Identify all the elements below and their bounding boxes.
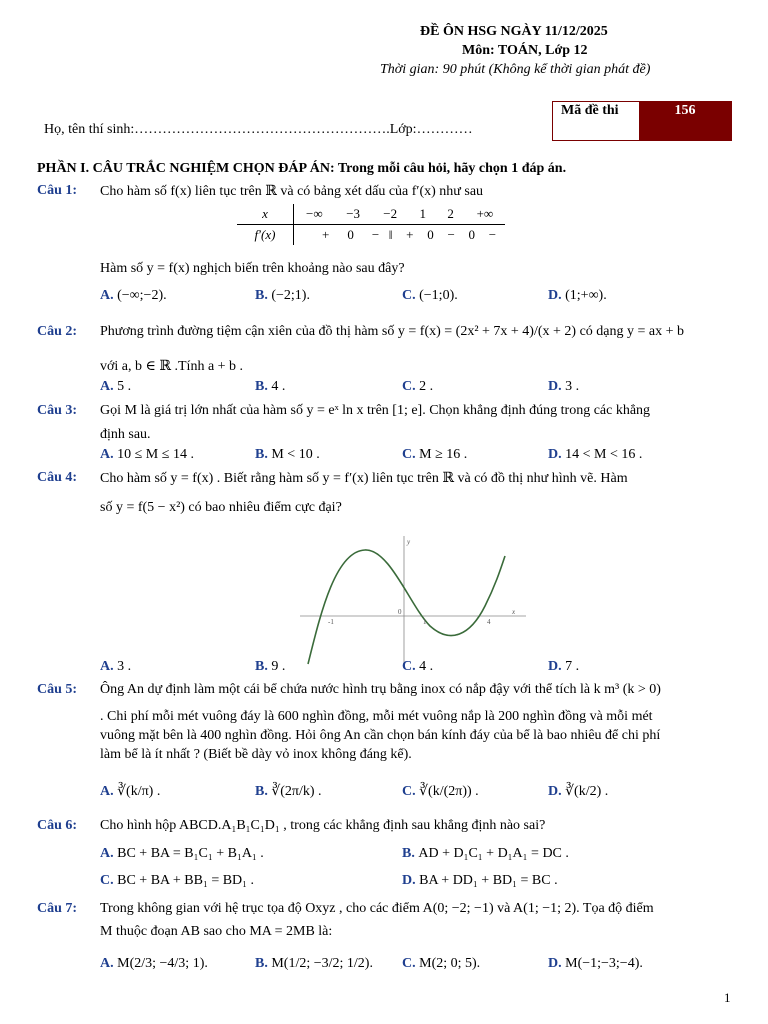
sign-table xyxy=(237,204,505,245)
graph-axis-label: y xyxy=(407,538,411,546)
exam-code-box xyxy=(552,101,732,141)
question-2-label: Câu 2: xyxy=(37,324,78,339)
option-d[interactable]: D. 14 < M < 16 . xyxy=(548,447,643,462)
option-d[interactable]: D. (1;+∞). xyxy=(548,288,607,303)
graph-tick-label: 0 xyxy=(398,608,402,616)
option-c[interactable]: C. 4 . xyxy=(402,659,434,674)
question-4-text: Cho hàm số y = f(x) . Biết rằng hàm số y = f′(x) liên tục trên ℝ và có đồ thị như hình vẽ. Hàm xyxy=(100,471,628,486)
sign-table-cell: −3 xyxy=(335,204,372,225)
question-3-text: Gọi M là giá trị lớn nhất của hàm số y = eˣ ln x trên [1; e]. Chọn khẳng định đúng trong các khẳng xyxy=(100,403,651,418)
option-c[interactable]: C. (−1;0). xyxy=(402,288,458,303)
option-d[interactable]: D. 7 . xyxy=(548,659,580,674)
student-name-line: Họ, tên thí sinh:……………………………………………….Lớp:………… xyxy=(44,122,473,137)
question-5-text: Ông An dự định làm một cái bể chứa nước hình trụ bằng inox có nắp đậy với thể tích là k m³ (k > 0) xyxy=(100,682,661,697)
option-d[interactable]: D. M(−1;−3;−4). xyxy=(548,956,643,971)
sign-table-cell: x xyxy=(237,204,294,225)
sign-table-cell: 1 xyxy=(409,204,437,225)
part-heading: PHẦN I. CÂU TRẮC NGHIỆM CHỌN ĐÁP ÁN: Trong mỗi câu hỏi, hãy chọn 1 đáp án. xyxy=(37,161,567,176)
sign-table-row-fprime xyxy=(237,225,505,246)
exam-code-label: Mã đề thi xyxy=(561,103,619,118)
question-4-text2: số y = f(5 − x²) có bao nhiêu điểm cực đại? xyxy=(100,500,342,515)
question-1-text: Cho hàm số f(x) liên tục trên ℝ và có bảng xét dấu của f′(x) như sau xyxy=(100,184,484,199)
option-b[interactable]: B. M(1/2; −3/2; 1/2). xyxy=(255,956,373,971)
exam-subject: Môn: TOÁN, Lớp 12 xyxy=(462,43,588,58)
question-6-text: Cho hình hộp ABCD.A₁B₁C₁D₁ , trong các khẳng định sau khẳng định nào sai? xyxy=(100,818,546,833)
option-a[interactable]: A. (−∞;−2). xyxy=(100,288,167,303)
option-d[interactable]: D. ∛(k/2) . xyxy=(548,784,609,799)
question-2-text2: với a, b ∈ ℝ .Tính a + b . xyxy=(100,359,244,374)
question-7-text: Trong không gian với hệ trục tọa độ Oxyz , cho các điểm A(0; −2; −1) và A(1; −1; 2). Tọa độ điểm xyxy=(100,901,654,916)
sign-table-cell: +∞ xyxy=(465,204,506,225)
exam-title: ĐỀ ÔN HSG NGÀY 11/12/2025 xyxy=(420,24,608,39)
page-number: 1 xyxy=(724,990,731,1005)
option-c[interactable]: C. M(2; 0; 5). xyxy=(402,956,481,971)
question-1-ask: Hàm số y = f(x) nghịch biến trên khoảng nào sau đây? xyxy=(100,261,405,276)
graph-tick-label: 4 xyxy=(487,618,491,626)
question-5-label: Câu 5: xyxy=(37,682,78,697)
option-b[interactable]: B. (−2;1). xyxy=(255,288,310,303)
question-5-text3: vuông mặt bên là 400 nghìn đồng. Hỏi ông An cần chọn bán kính đáy của bể là bao nhiêu để chi phí xyxy=(100,728,661,743)
graph-tick-label: 1 xyxy=(423,618,427,626)
option-b[interactable]: B. 4 . xyxy=(255,379,286,394)
option-a[interactable]: A. 5 . xyxy=(100,379,132,394)
question-4-label: Câu 4: xyxy=(37,470,78,485)
question-3-label: Câu 3: xyxy=(37,403,78,418)
question-6-label: Câu 6: xyxy=(37,818,78,833)
option-a[interactable]: A. 10 ≤ M ≤ 14 . xyxy=(100,447,194,462)
option-b[interactable]: B. AD + D₁C₁ + D₁A₁ = DC . xyxy=(402,846,569,861)
option-b[interactable]: B. M < 10 . xyxy=(255,447,320,462)
sign-table-row-x xyxy=(237,204,505,225)
exam-code-value: 156 xyxy=(639,102,731,140)
graph-axis-label: x xyxy=(512,608,516,616)
sign-table-cell: 2 xyxy=(437,204,465,225)
exam-time: Thời gian: 90 phút (Không kể thời gian phát đề) xyxy=(380,62,651,77)
option-b[interactable]: B. ∛(2π/k) . xyxy=(255,784,322,799)
sign-table-cell: f′(x) xyxy=(237,225,294,246)
option-c[interactable]: C. M ≥ 16 . xyxy=(402,447,468,462)
question-5-text2: . Chi phí mỗi mét vuông đáy là 600 nghìn đồng, mỗi mét vuông nắp là 200 nghìn đồng và mỗi mét xyxy=(100,709,653,724)
option-a[interactable]: A. 3 . xyxy=(100,659,132,674)
graph-tick-label: -1 xyxy=(328,618,334,626)
option-d[interactable]: D. BA + DD₁ + BD₁ = BC . xyxy=(402,873,558,888)
question-1 xyxy=(37,183,77,199)
question-7-label: Câu 7: xyxy=(37,901,78,916)
option-c[interactable]: C. 2 . xyxy=(402,379,434,394)
sign-table-cell: −2 xyxy=(372,204,409,225)
question-label: Câu 1: xyxy=(37,183,78,198)
question-5-text4: làm bể là ít nhất ? (Biết bề dày vỏ inox không đáng kể). xyxy=(100,747,412,762)
question-3-text2: định sau. xyxy=(100,427,151,442)
option-c[interactable]: C. BC + BA + BB₁ = BD₁ . xyxy=(100,873,255,888)
sign-table-signs: + 0 − ‖ + 0 − 0 − xyxy=(322,227,498,242)
derivative-graph xyxy=(300,536,530,666)
option-b[interactable]: B. 9 . xyxy=(255,659,286,674)
question-2-text: Phương trình đường tiệm cận xiên của đồ thị hàm số y = f(x) = (2x² + 7x + 4)/(x + 2) có dạng y = ax + b xyxy=(100,324,685,339)
option-a[interactable]: A. M(2/3; −4/3; 1). xyxy=(100,956,208,971)
option-d[interactable]: D. 3 . xyxy=(548,379,580,394)
option-a[interactable]: A. BC + BA = B₁C₁ + B₁A₁ . xyxy=(100,846,264,861)
graph-curve xyxy=(308,550,505,664)
sign-table-cell: −∞ xyxy=(294,204,335,225)
option-a[interactable]: A. ∛(k/π) . xyxy=(100,784,161,799)
question-7-text2: M thuộc đoạn AB sao cho MA = 2MB là: xyxy=(100,924,333,939)
option-c[interactable]: C. ∛(k/(2π)) . xyxy=(402,784,479,799)
